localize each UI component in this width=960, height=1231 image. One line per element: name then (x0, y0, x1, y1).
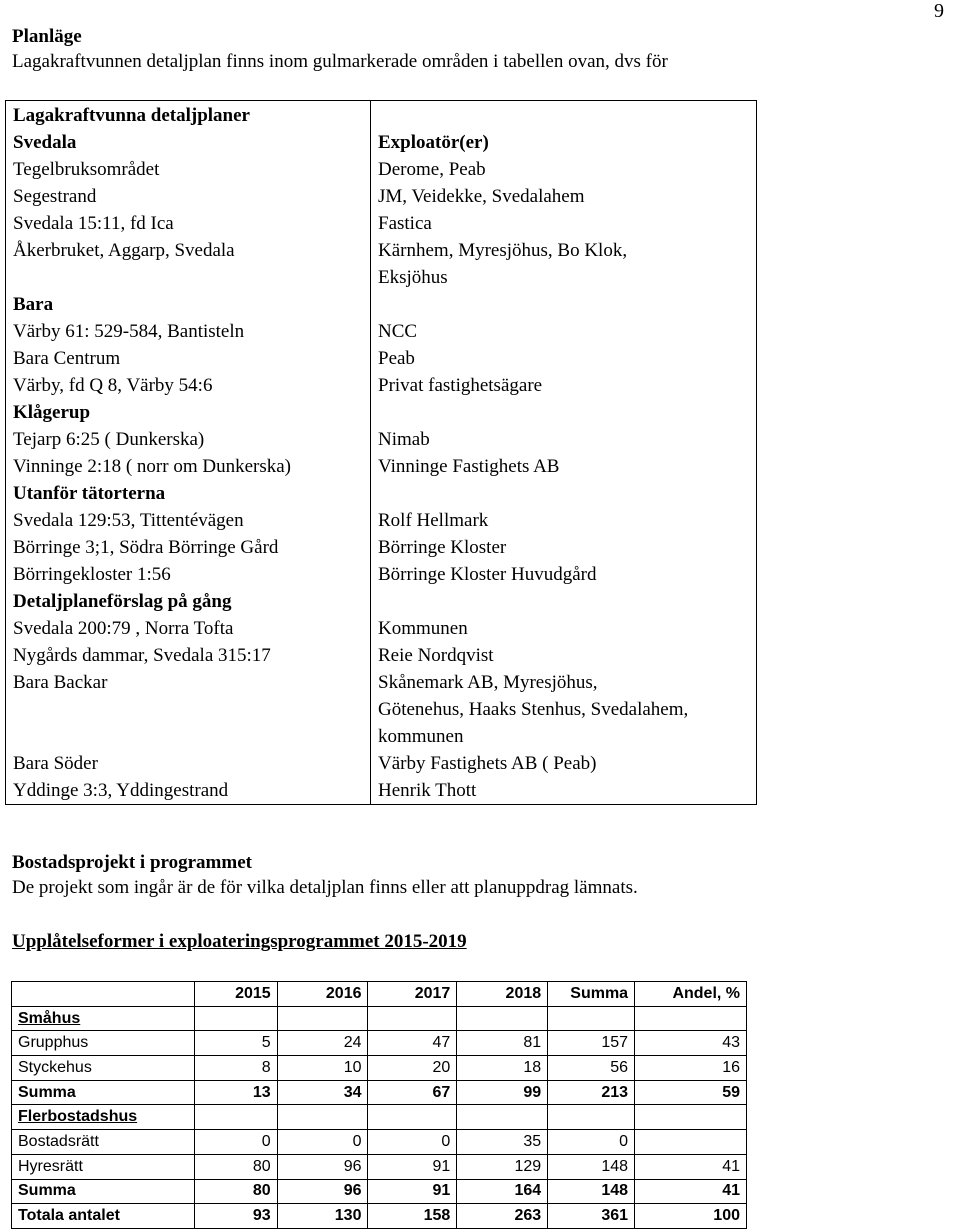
exploator-name (378, 291, 749, 318)
plan-name: Svedala 129:53, Tittentévägen (13, 510, 244, 531)
plan-name: Nygårds dammar, Svedala 315:17 (13, 645, 271, 666)
plan-name: Svedala (13, 132, 77, 153)
table-cell: 47 (368, 1031, 457, 1056)
plan-name: Bara (13, 294, 54, 315)
plan-name: Börringe 3;1, Södra Börringe Gård (13, 537, 279, 558)
plan-name (13, 723, 363, 750)
table-cell: 8 (194, 1056, 277, 1081)
table-cell: 148 (548, 1154, 635, 1179)
page-number: 9 (934, 0, 944, 22)
table-cell: 130 (277, 1204, 368, 1229)
table-cell: 13 (194, 1080, 277, 1105)
table-header-row (12, 982, 747, 1007)
plan-name: Bara Centrum (13, 348, 121, 369)
exploator-name: Eksjöhus (378, 267, 448, 288)
table-cell (368, 1006, 457, 1031)
plan-name: Klågerup (13, 402, 91, 423)
table-cell: 80 (194, 1179, 277, 1204)
table-cell: 34 (277, 1080, 368, 1105)
table-row (12, 1204, 747, 1229)
upplatelse-table (11, 981, 747, 1229)
detaljplaner-table (5, 100, 757, 805)
exploator-name: Exploatör(er) (378, 132, 489, 153)
table-cell (194, 1006, 277, 1031)
table-cell: 157 (548, 1031, 635, 1056)
plan-column (6, 101, 371, 805)
row-label: Bostadsrätt (12, 1130, 195, 1155)
table-cell: 80 (194, 1154, 277, 1179)
table-cell: 213 (548, 1080, 635, 1105)
plan-name: Bara Backar (13, 672, 108, 693)
exploator-name (378, 588, 749, 615)
table-cell: 41 (635, 1179, 747, 1204)
table-cell: 0 (194, 1130, 277, 1155)
exploator-column (371, 101, 757, 805)
exploator-name: Skånemark AB, Myresjöhus, (378, 672, 598, 693)
plan-name: Svedala 15:11, fd Ica (13, 213, 174, 234)
exploator-name: Börringe Kloster Huvudgård (378, 564, 597, 585)
table-cell: 0 (368, 1130, 457, 1155)
table-cell (194, 1105, 277, 1130)
plan-name: Utanför tätorterna (13, 483, 166, 504)
table-cell (635, 1130, 747, 1155)
exploator-name: Börringe Kloster (378, 537, 507, 558)
exploator-name: JM, Veidekke, Svedalahem (378, 186, 585, 207)
table-cell: 96 (277, 1154, 368, 1179)
row-label: Styckehus (12, 1056, 195, 1081)
exploator-name: Nimab (378, 429, 430, 450)
exploator-name: Kärnhem, Myresjöhus, Bo Klok, (378, 240, 628, 261)
exploator-name: Rolf Hellmark (378, 510, 489, 531)
table-cell: 41 (635, 1154, 747, 1179)
upplatelse-heading: Upplåtelseformer i exploateringsprogrammet 2015-2019 (12, 931, 467, 952)
table-cell: 16 (635, 1056, 747, 1081)
column-header: 2017 (368, 982, 457, 1007)
table-cell: 43 (635, 1031, 747, 1056)
table-cell (635, 1105, 747, 1130)
column-header: Andel, % (635, 982, 747, 1007)
plan-name (13, 264, 363, 291)
table-cell: 129 (457, 1154, 548, 1179)
table-cell: 56 (548, 1056, 635, 1081)
plan-name: Vinninge 2:18 ( norr om Dunkerska) (13, 456, 291, 477)
table-cell: 263 (457, 1204, 548, 1229)
table-cell (548, 1006, 635, 1031)
exploator-name: NCC (378, 321, 418, 342)
plan-name: Börringekloster 1:56 (13, 564, 171, 585)
plan-name (13, 696, 363, 723)
plan-name: Värby 61: 529-584, Bantisteln (13, 321, 245, 342)
table-cell: 99 (457, 1080, 548, 1105)
table-cell: 361 (548, 1204, 635, 1229)
table-cell (457, 1006, 548, 1031)
column-header: 2016 (277, 982, 368, 1007)
plan-name: Värby, fd Q 8, Värby 54:6 (13, 375, 213, 396)
table-row (12, 1080, 747, 1105)
row-label: Summa (12, 1080, 195, 1105)
table-row (12, 1056, 747, 1081)
table-cell: 24 (277, 1031, 368, 1056)
table-cell: 20 (368, 1056, 457, 1081)
exploator-name: Vinninge Fastighets AB (378, 456, 560, 477)
plan-name: Yddinge 3:3, Yddingestrand (13, 780, 229, 801)
bostadsprojekt-text: De projekt som ingår är de för vilka detaljplan finns eller att planuppdrag lämnats. (12, 877, 638, 898)
exploator-name: Fastica (378, 213, 432, 234)
table-cell: 10 (277, 1056, 368, 1081)
row-label: Hyresrätt (12, 1154, 195, 1179)
exploator-name (378, 102, 749, 129)
table-cell (457, 1105, 548, 1130)
row-label: Totala antalet (12, 1204, 195, 1229)
planlage-heading: Planläge (12, 26, 82, 47)
exploator-name: Kommunen (378, 618, 468, 639)
table-cell: 81 (457, 1031, 548, 1056)
exploator-name: Värby Fastighets AB ( Peab) (378, 753, 597, 774)
column-header: 2018 (457, 982, 548, 1007)
plan-name: Segestrand (13, 186, 97, 207)
column-header: 2015 (194, 982, 277, 1007)
plan-name: Åkerbruket, Aggarp, Svedala (13, 240, 235, 261)
table-cell (277, 1006, 368, 1031)
exploator-name: Privat fastighetsägare (378, 375, 543, 396)
row-label: Flerbostadshus (12, 1105, 195, 1130)
planlage-text: Lagakraftvunnen detaljplan finns inom gulmarkerade områden i tabellen ovan, dvs för (12, 51, 668, 72)
exploator-name: Henrik Thott (378, 780, 477, 801)
exploator-name (378, 399, 749, 426)
table-cell: 18 (457, 1056, 548, 1081)
plan-name: Bara Söder (13, 753, 98, 774)
exploator-name: kommunen (378, 726, 464, 747)
table-row (12, 1154, 747, 1179)
table-cell: 59 (635, 1080, 747, 1105)
plan-name: Detaljplaneförslag på gång (13, 591, 232, 612)
table-cell: 91 (368, 1179, 457, 1204)
column-header (12, 982, 195, 1007)
exploator-name: Derome, Peab (378, 159, 486, 180)
table-cell: 91 (368, 1154, 457, 1179)
table-cell: 100 (635, 1204, 747, 1229)
table-cell: 5 (194, 1031, 277, 1056)
table-cell: 148 (548, 1179, 635, 1204)
table-row (6, 101, 757, 805)
row-label: Summa (12, 1179, 195, 1204)
table-cell (635, 1006, 747, 1031)
table-cell: 96 (277, 1179, 368, 1204)
plan-name: Tegelbruksområdet (13, 159, 160, 180)
table-cell: 0 (277, 1130, 368, 1155)
exploator-name: Peab (378, 348, 415, 369)
table-cell: 67 (368, 1080, 457, 1105)
table-cell: 0 (548, 1130, 635, 1155)
table-cell: 93 (194, 1204, 277, 1229)
table-row (12, 1006, 747, 1031)
plan-name: Tejarp 6:25 ( Dunkerska) (13, 429, 205, 450)
table-cell: 35 (457, 1130, 548, 1155)
row-label: Småhus (12, 1006, 195, 1031)
plan-name: Svedala 200:79 , Norra Tofta (13, 618, 234, 639)
table-cell (548, 1105, 635, 1130)
plan-name: Lagakraftvunna detaljplaner (13, 105, 250, 126)
exploator-name (378, 480, 749, 507)
table-cell (368, 1105, 457, 1130)
exploator-name: Reie Nordqvist (378, 645, 494, 666)
table-cell (277, 1105, 368, 1130)
exploator-name: Götenehus, Haaks Stenhus, Svedalahem, (378, 699, 689, 720)
column-header: Summa (548, 982, 635, 1007)
table-row (12, 1105, 747, 1130)
row-label: Grupphus (12, 1031, 195, 1056)
table-cell: 158 (368, 1204, 457, 1229)
bostadsprojekt-heading: Bostadsprojekt i programmet (12, 852, 252, 873)
table-cell: 164 (457, 1179, 548, 1204)
table-row (12, 1130, 747, 1155)
table-row (12, 1179, 747, 1204)
table-row (12, 1031, 747, 1056)
